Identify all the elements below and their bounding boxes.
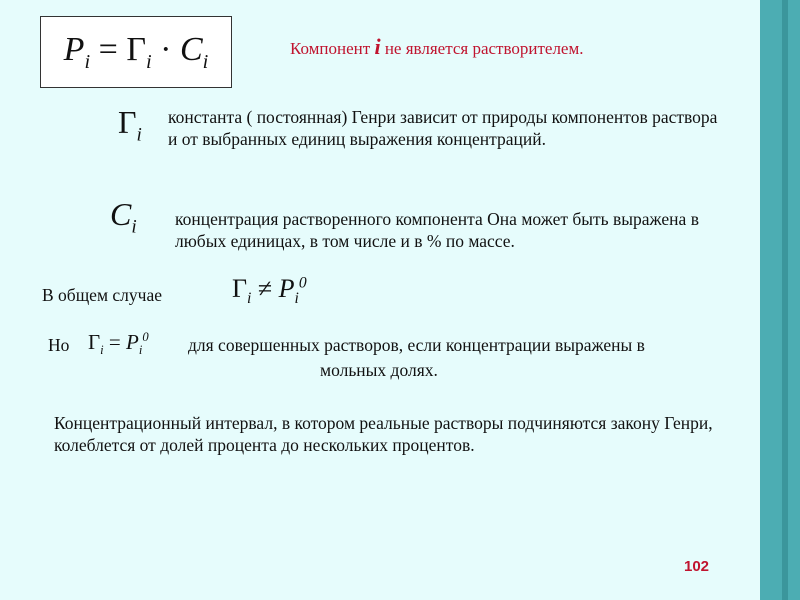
note-prefix: Компонент <box>290 39 375 58</box>
page-number: 102 <box>684 558 710 575</box>
component-note <box>290 34 583 60</box>
gamma-symbol: $\Gamma_i$ <box>118 104 142 146</box>
henry-law-formula-box <box>40 16 232 88</box>
note-variable: i <box>374 34 381 59</box>
general-case-formula: $\Gamma_i \ne P_i^0$ <box>232 274 307 308</box>
note-suffix: не является растворителем. <box>380 39 584 58</box>
side-decor-stripe <box>782 0 788 600</box>
c-description: концентрация растворенного компонента Она может быть выражена в любых единицах, в том числе и в % по массе. <box>175 209 699 251</box>
ideal-solution-text-line1: для совершенных растворов, если концентрации выражены в <box>188 335 645 355</box>
concentration-range-text: Концентрационный интервал, в котором реальные растворы подчиняются закону Генри, колеблется от долей процента до нескольких процентов. <box>54 413 713 455</box>
general-case-label: В общем случае <box>42 285 162 305</box>
c-symbol: $C_i$ <box>110 196 137 238</box>
ideal-solution-text-line2: мольных долях. <box>320 360 438 380</box>
side-decor-bar <box>760 0 800 600</box>
gamma-description: константа ( постоянная) Генри зависит от природы компонентов раствора и от выбранных единиц выражения концентраций. <box>168 107 718 149</box>
ideal-solution-formula: $\Gamma_i = P_i^0$ <box>88 330 149 358</box>
but-label: Но <box>48 335 70 355</box>
henry-law-formula: $P_i = \Gamma_i \cdot C_i$ <box>63 30 209 73</box>
